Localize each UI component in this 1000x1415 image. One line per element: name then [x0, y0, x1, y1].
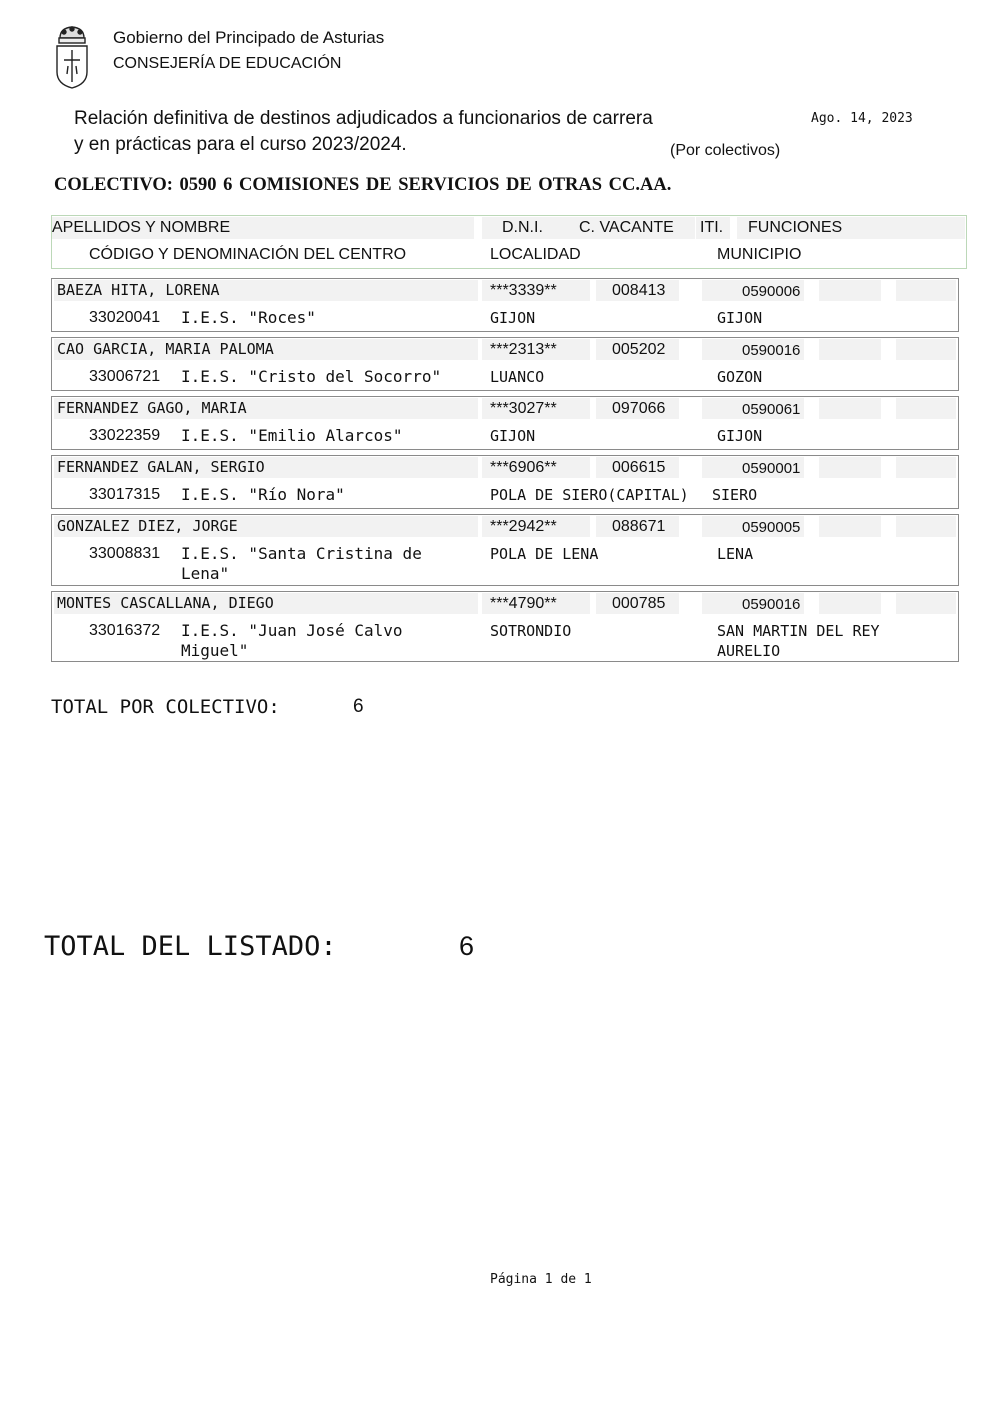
dni: ***4790**: [482, 593, 590, 614]
localidad: GIJON: [490, 427, 536, 445]
table-row: [51, 455, 959, 509]
funciones-cell: [819, 457, 881, 478]
document-subtitle: (Por colectivos): [670, 142, 781, 159]
centro-code: 33022359: [89, 427, 161, 444]
table-row: [51, 278, 959, 332]
funciones-cell: [819, 339, 881, 360]
funciones-cell: [819, 593, 881, 614]
org-department: CONSEJERÍA DE EDUCACIÓN: [113, 55, 342, 72]
col-centro: CÓDIGO Y DENOMINACIÓN DEL CENTRO: [89, 246, 407, 263]
person-name: BAEZA HITA, LORENA: [54, 280, 478, 301]
iti-cell: [702, 457, 724, 478]
centro-name: I.E.S. "Río Nora": [181, 485, 345, 504]
vacante-code: 005202: [596, 339, 679, 360]
total-listado-label: TOTAL DEL LISTADO:: [44, 931, 337, 962]
centro-code: 33006721: [89, 368, 161, 385]
funciones-code: 0590016: [724, 593, 804, 614]
colectivo-heading: COLECTIVO: 0590 6 COMISIONES DE SERVICIOS DE OTRAS CC.AA.: [54, 175, 672, 195]
column-header: [51, 215, 967, 269]
document-date: Ago. 14, 2023: [811, 111, 913, 126]
municipio: GOZON: [717, 368, 763, 386]
vacante-code: 000785: [596, 593, 679, 614]
municipio: LENA: [717, 545, 754, 563]
centro-name: I.E.S. "Emilio Alarcos": [181, 426, 403, 445]
dni: ***3027**: [482, 398, 590, 419]
funciones-cell: [896, 516, 956, 537]
document-title-line2: y en prácticas para el curso 2023/2024.: [74, 134, 407, 155]
org-name: Gobierno del Principado de Asturias: [113, 28, 385, 47]
person-name: MONTES CASCALLANA, DIEGO: [54, 593, 478, 614]
table-row: [51, 396, 959, 450]
person-name: CAO GARCIA, MARIA PALOMA: [54, 339, 478, 360]
iti-cell: [702, 516, 724, 537]
centro-code: 33016372: [89, 622, 161, 639]
dni: ***2942**: [482, 516, 590, 537]
centro-code: 33008831: [89, 545, 161, 562]
dni: ***2313**: [482, 339, 590, 360]
vacante-code: 006615: [596, 457, 679, 478]
funciones-cell: [819, 280, 881, 301]
vacante-code: 008413: [596, 280, 679, 301]
localidad: SOTRONDIO: [490, 622, 572, 640]
dni: ***3339**: [482, 280, 590, 301]
centro-name: I.E.S. "Roces": [181, 308, 316, 327]
funciones-cell: [819, 516, 881, 537]
funciones-cell: [896, 457, 956, 478]
municipio: GIJON: [717, 427, 763, 445]
funciones-cell: [896, 339, 956, 360]
funciones-code: 0590001: [724, 457, 804, 478]
centro-name: I.E.S. "Santa Cristina de Lena": [181, 544, 422, 583]
total-colectivo-label: TOTAL POR COLECTIVO:: [51, 696, 280, 718]
municipio: SIERO: [712, 486, 758, 504]
centro-code: 33020041: [89, 309, 161, 326]
localidad: GIJON: [490, 309, 536, 327]
page-number: Página 1 de 1: [490, 1272, 592, 1287]
municipio: GIJON: [717, 309, 763, 327]
iti-cell: [702, 398, 724, 419]
col-apellidos: APELLIDOS Y NOMBRE: [52, 217, 474, 239]
iti-cell: [702, 280, 724, 301]
col-funciones: FUNCIONES: [737, 217, 965, 239]
asturias-coat-of-arms-logo: [54, 24, 90, 90]
iti-cell: [702, 593, 724, 614]
localidad: LUANCO: [490, 368, 545, 386]
dni: ***6906**: [482, 457, 590, 478]
table-row: [51, 514, 959, 586]
person-name: GONZALEZ DIEZ, JORGE: [54, 516, 478, 537]
person-name: FERNANDEZ GAGO, MARIA: [54, 398, 478, 419]
funciones-code: 0590061: [724, 398, 804, 419]
total-listado-value: 6: [459, 931, 475, 961]
funciones-code: 0590006: [724, 280, 804, 301]
vacante-code: 097066: [596, 398, 679, 419]
funciones-code: 0590005: [724, 516, 804, 537]
col-iti: ITI.: [696, 217, 730, 239]
table-row: [51, 591, 959, 662]
funciones-code: 0590016: [724, 339, 804, 360]
vacante-code: 088671: [596, 516, 679, 537]
person-name: FERNANDEZ GALAN, SERGIO: [54, 457, 478, 478]
municipio: SAN MARTIN DEL REY AURELIO: [717, 622, 880, 660]
centro-name: I.E.S. "Juan José Calvo Miguel": [181, 621, 403, 660]
localidad: POLA DE SIERO(CAPITAL): [490, 486, 689, 504]
funciones-cell: [819, 398, 881, 419]
funciones-cell: [896, 398, 956, 419]
funciones-cell: [896, 280, 956, 301]
col-localidad: LOCALIDAD: [490, 246, 581, 263]
col-vacante: C. VACANTE: [568, 217, 695, 239]
total-colectivo-value: 6: [353, 696, 364, 717]
centro-code: 33017315: [89, 486, 161, 503]
table-row: [51, 337, 959, 391]
funciones-cell: [896, 593, 956, 614]
document-title-line1: Relación definitiva de destinos adjudicados a funcionarios de carrera: [74, 108, 653, 129]
localidad: POLA DE LENA: [490, 545, 599, 563]
centro-name: I.E.S. "Cristo del Socorro": [181, 367, 442, 386]
col-dni: D.N.I.: [482, 217, 582, 239]
col-municipio: MUNICIPIO: [717, 246, 802, 263]
iti-cell: [702, 339, 724, 360]
